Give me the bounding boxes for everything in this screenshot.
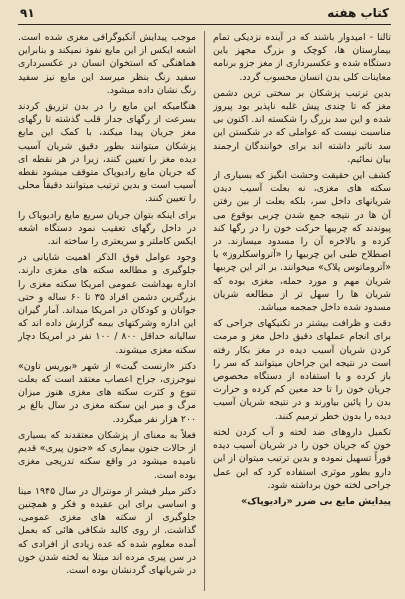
paragraph: فعلاً به معنای از پزشکان معتقدند که بسیاری از حالات جنون بیماری که «جنون پیری» قدیم نامیده میشود در واقع سکته تدریجی مغزی بوده است.: [18, 429, 197, 481]
left-column: [18, 31, 196, 591]
magazine-title: کتاب هفته: [327, 6, 389, 20]
bullet-paragraph: دقت و ظرافت بیشتر در تکنیکهای جراحی که برای انجام عملهای دقیق داخل مغز و مرمت کردن شریان آسیب دیده در مغز بکار رفته است در نتیجه این جراحان میتوانند که سر را باز کرده و با استفاده از دستگاه مخصوص جریان خون را تا حد معین کم کرده و حرارت بدن را پائین بیاورند و در نتیجه شریان آسیب دیده را بدون خطر ترمیم کنند.: [212, 318, 391, 422]
page-number: ۹۱: [20, 6, 35, 20]
page-header: [18, 6, 391, 25]
paragraph: دکتر «ارنست گیت» از شهر «بوریس تاون» نیوجرزی، جراح اعصاب معتقد است که بعلت تنوع و کثرت سکته های مغزی هنوز میزان مرگ و میر این سکته مغزی در سال بالغ بر ۲۰۰ هزار نفر میگردد.: [18, 360, 197, 425]
paragraph: کشف این حقیقت وحشت انگیز که بسیاری از سکته های مغزی، نه بعلت آسیب دیدن شریانهای داخل سر، بلکه بعلت از بین رفتن آن ها در نتیجه جمع شدن چربی بوقوع می پیوندند که چربیها حرکت خون را در رگها کند کرده و بالاخره آن را مسدود میسازند. در اصطلاح طبی این چربیها را «آترواسکلروز» یا «آتروماتوس پلاک» میخوانند. بر اثر این چربیها شریان مهم و مورد حمله، مغزی بوده که شریان ها را سهل تر از مطالعه شریان مسدود شده داخل جمجمه میباشد.: [212, 170, 391, 314]
article-columns: [18, 31, 391, 591]
bullet-heading: پیدایش مایع بی ضرر «رادیوپاک»: [241, 495, 391, 507]
paragraph: تالنا - امیدوار باشند که در آینده نزدیکی تمام بیمارستان ها، کوچک و بزرگ مجهز باین دستگاه شده و عکسبرداری از مغز جزو برنامه معاینات کلی بدن انسان محسوب گردد.: [212, 32, 391, 83]
paragraph: دکتر میلر فیشر از مونترال در سال ۱۹۴۵ مینا و اساسی برای این عقیده و فکر و همچنین جلوگیری از سکته های مغزی عمومی، گذاشت. از روی کالبد شکافی هائی که بعمل آمده معلوم شده که عده زیادی از افرادی که در سن پیری مرده اند مبتلا به لخته شدن خون در شریانهای گردنشان بوده است.: [18, 485, 197, 576]
paragraph: بدین ترتیب پزشکان بر سختی ترین دشمن مغز که تا چندی پیش غلبه ناپذیر بود پیروز شده و این سد بزرگ را شکسته اند. اکنون بی مناسبت نیست که عواملی که در شکستن این سد تاثیر داشته اند برای خوانندگان ارجمند بیان نمائیم.: [212, 87, 391, 165]
bullet-paragraph: برای اینکه بتوان جریان سریع مایع رادیوپاک را در داخل رگهای تعقیب نمود دستگاه اشعه ایکس کاملتر و سریعتری را ساخته اند.: [18, 209, 197, 248]
column-divider: [204, 31, 205, 591]
paragraph: وجود عوامل فوق الذکر اهمیت شایانی در جلوگیری و مطالعه سکته های مغزی دارند. اداره بهداشت عمومی امریکا سکته مغزی را بزرگترین دشمن افراد ۳۵ تا ۶۰ ساله و حتی جوانان و کودکان در امریکا میداند. آمار گیران این اداره وشرکتهای بیمه گزارش داده اند که سالیانه حداقل ۸۰۰ / ۱۰۰ نفر در امریکا دچار سکته مغزی میشوند.: [18, 252, 197, 356]
paragraph: موجب پیدایش آنکیوگرافی مغزی شده است. اشعه ایکس از این مایع نفوذ نمیکند و بنابراین هماهنگی که استخوان انسان در عکسبرداری سفید رنگ بنظر میرسد این مایع نیز سفید رنگ نشان داده میشود.: [18, 32, 197, 96]
paragraph: هنگامیکه این مایع را در بدن تزریق کردند بسرعت از رگهای جدار قلب گذشته تا رگهای مغز جریان پیدا میکند، با کمک این مایع پزشکان میتوانند بطور دقیق شریان آسیب دیده مغز را تعیین کنند، زیرا در هر نقطه ای که جریان مایع رادیوپاک متوقف میشود نقطه آسیب است و بدین ترتیب میتوانند دقیقاً محلی را تعیین کنند.: [18, 101, 197, 205]
bullet-paragraph: تکمیل داروهای ضد لخته و آب کردن لخته خون که جریان خون را در شریان آسیب دیده فوراً تسهیل نموده و بدین ترتیب میتوان از این دارو بطور موثری استفاده کرد که این عمل جراحی لخته خون برداشته شود.: [212, 426, 391, 491]
right-column: [213, 31, 391, 591]
